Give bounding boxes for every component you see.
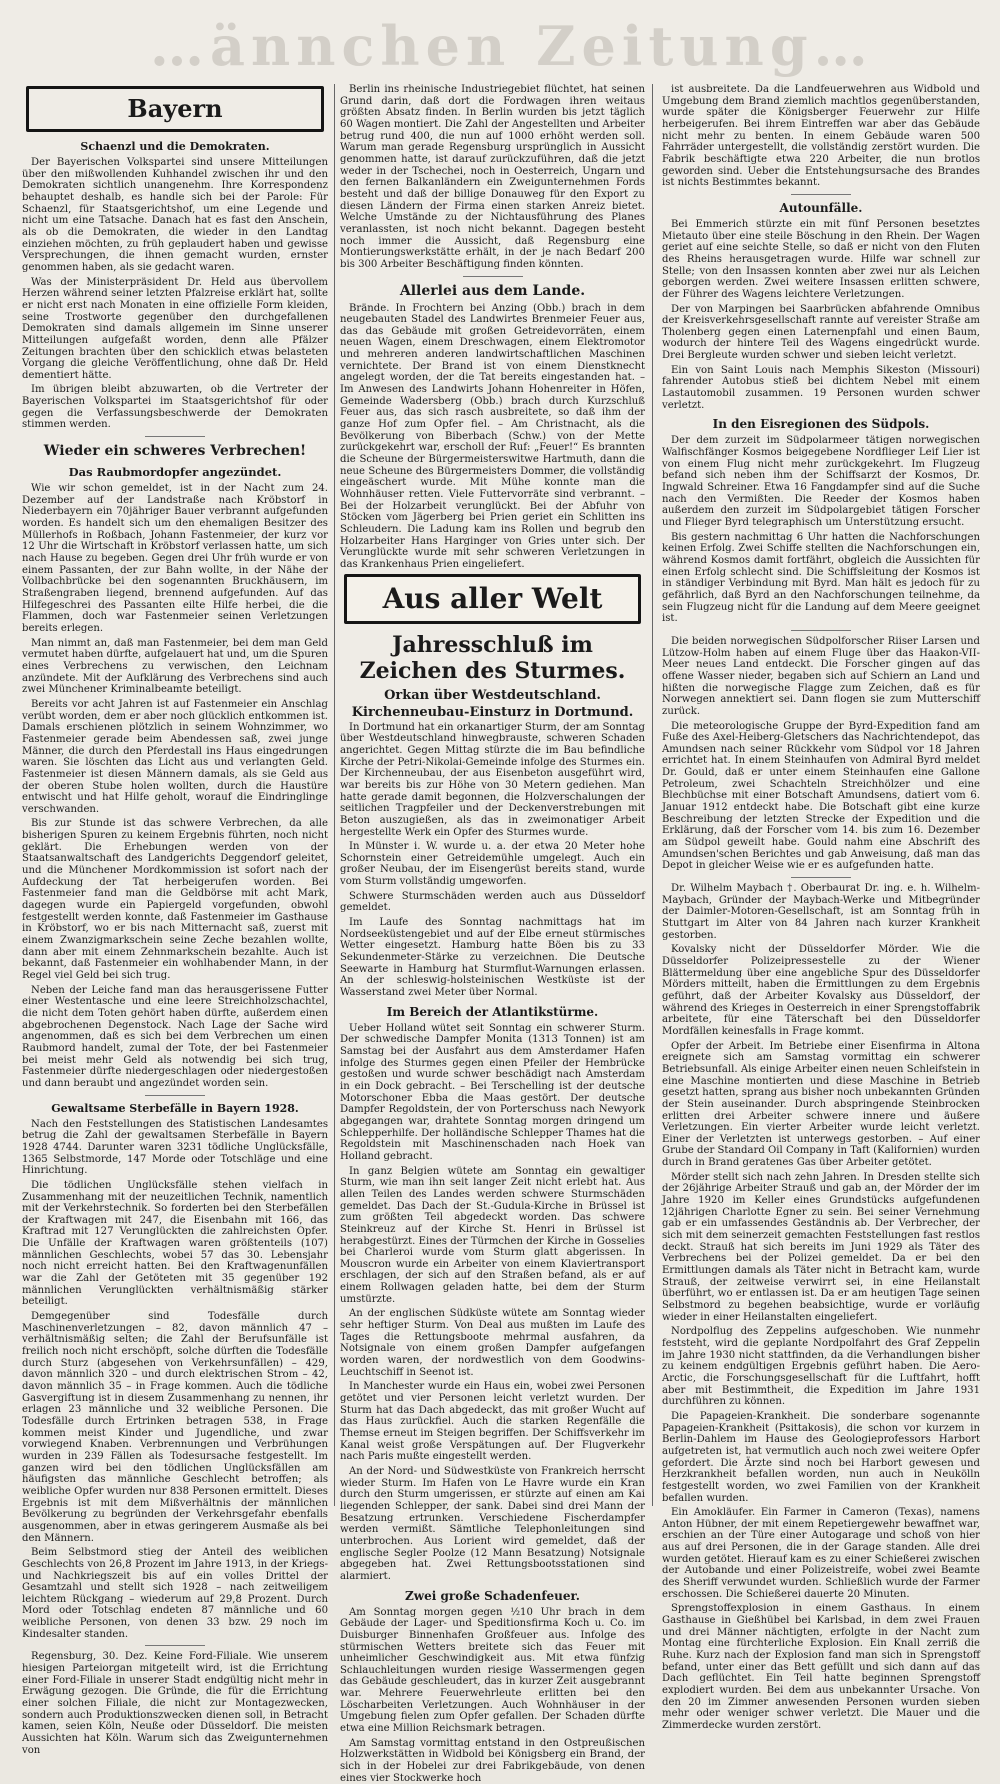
article-paragraph: Sprengstoffexplosion in einem Gasthaus. In einem Gasthause in Gießhübel bei Karlsbad, in dem zwei Frauen und drei Männer nächtigten, erfolgte in der Nacht zum Montag eine fürchterliche Explosion. Ein Knall zerriß die Ruhe. Kurz nach der Explosion fand man sich in Sprengstoff befand, unter einer das Bett gefüllt und sich dann auf das Dach geflüchtet. Ein Teil hatte beginnen Sprengstoff explodiert wurden. Bei dem aus unbekannter Ursache. Von den 20 im Zimmer anwesenden Personen wurden sieben mehr oder weniger schwer verletzt. Die Mauer und die Zimmerdecke wurden zerstört. — [662, 1603, 980, 1731]
article-paragraph: An der Nord- und Südwestküste von Frankreich herrscht wieder Sturm. Im Hafen von Le Havre wurde ein Kran durch den Sturm umgerissen, er stürzte auf einen am Kai liegenden Schlepper, der sank. Dabei sind drei Mann der Besatzung ertrunken. Verschiedene Fischerdampfer werden vermißt. Sämtliche Telephonleitungen sind unterbrochen. Aus Lorient wird gemeldet, daß der englische Segler Poolze (12 Mann Besatzung) Notsignale abgegeben hat. Zwei Rettungsbootsstationen sind alarmiert. — [340, 1465, 645, 1582]
column-1 — [22, 84, 328, 1756]
article-paragraph: Die beiden norwegischen Südpolforscher Riiser Larsen und Lützow-Holm haben auf einem Fluge über das Haakon-VII-Meer neues Land entdeckt. Die Forscher gingen auf das offene Wasser nieder, begaben sich auf Schiern an Land und hißten die norwegische Flagge zum Zeichen, daß es für Norwegen annektiert sei. Dann flogen sie zum Mutterschiff zurück. — [662, 635, 980, 717]
article-headline: Zwei große Schadenfeuer. — [405, 1588, 580, 1603]
article-paragraph: Regensburg, 30. Dez. Keine Ford-Filiale. Wie unserem hiesigen Parteiorgan mitgeteilt wird, ist die Errichtung einer Ford-Filiale in unserer Stadt endgültig nicht mehr in Erwägung gezogen. Die Gründe, die für die Errichtung einer solchen Filiale, die nicht zur Montagezwecken, sondern auch Produktionszwecken dienen soll, in Betracht kamen, seien Köln, Neuße oder Düsseldorf. Die meisten Aussichten hat Köln. Warum sich das Zweigunternehmen von — [22, 1651, 328, 1756]
article-paragraph: Ein von Saint Louis nach Memphis Sikeston (Missouri) fahrender Autobus stieß bei dichtem Nebel mit einem Lastautomobil zusammen. 19 Personen wurden schwer verletzt. — [662, 364, 980, 411]
article-paragraph: Bis gestern nachmittag 6 Uhr hatten die Nachforschungen keinen Erfolg. Zwei Schiffe stellten die Nachforschungen ein, während Kosmos damit fortfährt, obgleich die Aussichten für einen Erfolg schlecht sind. Die Schiffsleitung der Kosmos ist in ständiger Verbindung mit Byrd. Man hält es jedoch für zu gefährlich, daß Byrd an den Nachforschungen teilnehme, da sein Flugzeug nicht für die Landung auf dem Meere geeignet ist. — [662, 531, 980, 625]
article-paragraph: Am Sonntag morgen gegen ½10 Uhr brach in dem Gebäude der Lager- und Speditionsfirma Koch u. Co. im Duisburger Binnenhafen Großfeuer aus. Infolge des stürmischen Wetters breitete sich das Feuer mit unheimlicher Geschwindigkeit aus. Mit etwa fünfzig Schlauchleitungen wurden riesige Wassermengen gegen das Gebäude geschleudert, das in kurzer Zeit ausgebrannt war. Mehrere Feuerwehrleute erlitten bei den Löscharbeiten Verletzungen. Auch Wohnhäuser in der Umgebung fielen zum Opfer gefallen. Der Schaden dürfte etwa eine Million Reichsmark betragen. — [340, 1606, 645, 1735]
article-paragraph: Im Laufe des Sonntag nachmittags hat im Nordseeküstengebiet und auf der Elbe erneut stürmisches Wetter eingesetzt. Hamburg hatte Böen bis zu 33 Sekundenmeter-Stärke zu verzeichnen. Die Deutsche Seewarte in Hamburg hat Sturmflut-Warnungen erlassen. An der schleswig-holsteinischen Westküste ist der Wasserstand zwei Meter über Normal. — [340, 917, 645, 999]
article-paragraph: An der englischen Südküste wütete am Sonntag wieder sehr heftiger Sturm. Von Deal aus mußten im Laufe des Tages die Rettungsboote mehrmal ausfahren, da Notsignale von einem großen Dampfer aufgefangen worden waren, der nordwestlich von dem Goodwins-Leuchtschiff in Seenot ist. — [340, 1308, 645, 1378]
article-headline: Autounfälle. — [779, 200, 863, 215]
article-headline: Schaenzl und die Demokraten. — [80, 140, 270, 153]
article-paragraph: Berlin ins rheinische Industriegebiet flüchtet, hat seinen Grund darin, daß dort die Fordwagen ihren weitaus größten Absatz finden. In Berlin wurden bis jetzt täglich 60 Wagen montiert. Die Zahl der Angestellten und Arbeiter betrug rund 400, die nun auf 1000 erhöht werden soll. Warum man gerade Regensburg ursprünglich in Aussicht genommen hatte, ist darauf zurückzuführen, daß die jetzt weder in der Tschechei, noch in Oesterreich, Ungarn und den fernen Balkanländern ein Zweigunternehmen Fords besteht und daß der billige Donauweg für den Export zu diesen Ländern der Firma einen starken Anreiz bietet. Welche Umstände zu der Nichtausführung des Planes veranlassten, ist noch nicht bekannt. Dagegen besteht noch immer die Aussicht, daß Regensburg eine Montierungswerkstätte erhält, in der je nach Bedarf 200 bis 300 Arbeiter Beschäftigung finden könnten. — [340, 84, 645, 270]
article-paragraph: Der dem zurzeit im Südpolarmeer tätigen norwegischen Walfischfänger Kosmos beigegebene Nordflieger Leif Lier ist von einem Flug nicht mehr zurückgekehrt. Im Flugzeug befand sich neben ihm der Schiffsarzt der Kosmos, Dr. Ingwald Schreiner. Etwa 16 Fangdampfer sind auf die Suche nach den Vermißten. Die Reeder der Kosmos haben außerdem den zurzeit im Südpolargebiet tätigen Forscher und Flieger Byrd telegraphisch um Unterstützung ersucht. — [662, 435, 980, 528]
article-paragraph: Neben der Leiche fand man das herausgerissene Futter einer Westentasche und eine leere Streichholzschachtel, die nicht dem Toten gehört haben dürfte, außerdem einen abgebrochenen Degenstock. Nach Lage der Sache wird angenommen, daß es sich bei dem Verbrechen um einen Raubmord handelt, zumal der Tote, der bei Fastenmeier bei meist mehr Geld als notwendig bei sich trug, Fastenmeier dürfte niedergeschlagen oder niedergestoßen und dann beraubt und angezündet worden sein. — [22, 984, 328, 1089]
article-paragraph: Kovalsky nicht der Düsseldorfer Mörder. Wie die Düsseldorfer Polizeipressestelle zu der Wiener Blättermeldung über eine angebliche Spur des Düsseldorfer Mörders mitteilt, haben die Ermittlungen zu dem Ergebnis geführt, daß der Arbeiter Kovalsky aus Düsseldorf, der während des Krieges in Oesterreich in einer Sprengstoffabrik arbeitete, für eine Täterschaft bei den Düsseldorfer Mordfällen keinesfalls in Frage kommt. — [662, 944, 980, 1037]
article-headline: Allerlei aus dem Lande. — [399, 282, 586, 299]
article-paragraph: Schwere Sturmschäden werden auch aus Düsseldorf gemeldet. — [340, 890, 645, 914]
divider — [145, 436, 205, 437]
article-paragraph: Ein Amokläufer. Ein Farmer in Cameron (Texas), namens Anton Hübner, der mit einem Repetiergewehr bewaffnet war, erschien an der Türe einer Autogarage und schoß von hier aus auf drei Personen, die in der Garage standen. Alle drei wurden getötet. Hierauf kam es zu einer Schießerei zwischen der Autobande und einer Polizeistreife, wobei zwei Beamte des Sheriff verwundet wurden. Schließlich wurde der Farmer erschossen. Die Schießerei dauerte 20 Minuten. — [662, 1507, 980, 1600]
article-paragraph: In ganz Belgien wütete am Sonntag ein gewaltiger Sturm, wie man ihn seit langer Zeit nicht erlebt hat. Aus allen Teilen des Landes werden schwere Sturmschäden gemeldet. Das Dach der St.-Gudula-Kirche in Brüssel ist zum größten Teil abgedeckt worden. Das schwere Steinkreuz auf der Kirche St. Henri in Brüssel ist herabgestürzt. Eines der Türmchen der Kirche in Gosselies bei Charleroi wurde vom Sturm glatt abgerissen. In Mouscron wurde ein Arbeiter von einem Klaviertransport erschlagen, der sich auf den Straßen befand, als er auf einem Rollwagen geladen hatte, bei dem der Sturm umstürzte. — [340, 1165, 645, 1305]
divider — [791, 194, 851, 195]
article-headline: Im Bereich der Atlantikstürme. — [386, 1004, 599, 1019]
article-paragraph: Man nimmt an, daß man Fastenmeier, bei dem man Geld vermutet haben dürfte, aufgelauert hat und, um die Spuren eines Verbrechens zu verwischen, den Leichnam anzündete. Mit der Aufklärung des Verbrechens sind auch zwei Münchener Kriminalbeamte beteiligt. — [22, 637, 328, 696]
article-paragraph: Beim Selbstmord stieg der Anteil des weiblichen Geschlechts von 26,8 Prozent im Jahre 1913, in der Kriegs- und Nachkriegszeit bis auf ein volles Drittel der Gesamtzahl und stellt sich 1928 – nach zeitweiligem leichtem Rückgang – wiederum auf 29,8 Prozent. Durch Mord oder Totschlag endeten 87 männliche und 60 weibliche Personen, von denen 33 bzw. 29 noch im Kindesalter standen. — [22, 1547, 328, 1640]
masthead-ghost-text: …ännchen Zeitung… — [150, 14, 874, 78]
banner-subheadline: Kirchenneubau-Einsturz in Dortmund. — [351, 704, 634, 720]
banner-headline: Jahresschluß im Zeichen des Sturmes. — [359, 631, 626, 684]
column-rule — [334, 84, 335, 1506]
article-paragraph: Wie wir schon gemeldet, ist in der Nacht zum 24. Dezember auf der Landstraße nach Kröbstorf in Niederbayern ein 70jähriger Bauer verbrannt aufgefunden worden. Es handelt sich um den ehemaligen Besitzer des Müllerhofs in Roßbach, Johann Fastenmeier, der kurz vor 12 Uhr die Wirtschaft in Kröbstorf verlassen hatte, um sich nach Hause zu begeben. Gegen drei Uhr früh wurde er von einem Passanten, der zur Bahn wollte, in der Nähe der Vollbachbrücke bei den sogenannten Bruckhäusern, im Straßengraben liegend, brennend aufgefunden. Auf das Hilfegeschrei des Passanten eilte Hilfe herbei, die die Flammen, doch war Fastenmeier seinen Verletzungen bereits erlegen. — [22, 483, 328, 634]
article-paragraph: Demgegenüber sind Todesfälle durch Maschinenverletzungen – 82, davon männlich 47 – verhältnismäßig selten; die Zahl der Berufsunfälle ist freilich noch nicht erschöpft, solche dürften die Todesfälle durch Sturz (abgesehen von Verkehrsunfällen) – 429, davon männlich 320 – und durch elektrischen Strom – 42, davon männlich 35 – in Frage kommen. Auch die tödliche Gasvergiftung ist in diesem Zusammenhang zu nennen, ihr erlagen 23 männliche und 32 weibliche Personen. Die Todesfälle durch Ertrinken betragen 538, in Frage kommen meist Kinder und Jugendliche, und zwar vorwiegend Knaben. Verbrennungen und Verbrühungen wurden in 239 Fällen als Todesursache festgestellt. Im ganzen wird bei den tödlichen Unglücksfällen am häufigsten das männliche Geschlecht betroffen; als weibliche Opfer wurden nur 838 Personen ermittelt. Dieses Ergebnis ist mit dem Mißverhältnis der männlichen Bevölkerung zu begründen der Verkehrsgefahr ebenfalls ausgenommen, aber in etwas geringerem Ausmaße als bei den Männern. — [22, 1311, 328, 1544]
article-paragraph: Im übrigen bleibt abzuwarten, ob die Vertreter der Bayerischen Volkspartei im Staatsgerichtshof für oder gegen die Verfassungsbeschwerde der Demokraten stimmen werden. — [22, 384, 328, 431]
article-paragraph: Was der Ministerpräsident Dr. Held aus übervollem Herzen während seiner letzten Pfalzreise erklärt hat, sollte er nicht erst nach Monaten in eine offizielle Form kleiden, seine Trostworte gegenüber den durchgefallenen Demokraten sind damals allgemein im Sinne unserer Mitteilungen aufgefaßt worden, denn alle Pfälzer Zeitungen brachten über den schicklich etwas belasteten Vorgang die gleiche Veröffentlichung, ohne daß Dr. Held dementiert hätte. — [22, 276, 328, 381]
article-paragraph: Der von Marpingen bei Saarbrücken abfahrende Omnibus der Kreisverkehrsgesellschaft rannte auf vereister Straße am Tholenberg gegen einen Laternenpfahl und einen Baum, wodurch der hintere Teil des Wagens eingedrückt wurde. Drei Bergleute wurden schwer und sieben leicht verletzt. — [662, 303, 980, 362]
article-paragraph: In Münster i. W. wurde u. a. der etwa 20 Meter hohe Schornstein einer Getreidemühle umgelegt. Auch ein großer Neubau, der im Eisengerüst bereits stand, wurde vom Sturm vollständig umgeworfen. — [340, 841, 645, 888]
article-paragraph: Am Samstag vormittag entstand in den Ostpreußischen Holzwerkstätten in Widbold bei Königsberg ein Brand, der sich in der Hobelei zur drei Fabrikgebäude, von denen eines vier Stockwerke hoch — [340, 1737, 645, 1784]
article-paragraph: Die meteorologische Gruppe der Byrd-Expedition fand am Fuße des Axel-Heiberg-Gletschers das Nachrichtendepot, das Amundsen nach seiner Rückkehr vom Südpol vor 18 Jahren errichtet hat. In einem Steinhaufen von Admiral Byrd meldet Dr. Gould, daß er unter einem Steinhaufen eine Gallone Petroleum, zwei Schachteln Streichhölzer und eine Blechbüchse mit einer Botschaft Amundsens, datiert vom 6. Januar 1912 entdeckt habe. Die Botschaft gibt eine kurze Beschreibung der letzten Strecke der Expedition und die Erklärung, daß der Forscher vom 14. bis zum 16. Dezember am Südpol geweilt habe. Gould nahm eine Abschrift des Amundsen'schen Berichtes und gab Anweisung, daß man das Depot in gleicher Weise wie er es aufgefunden hatte. — [662, 720, 980, 872]
divider — [463, 276, 523, 277]
article-paragraph: Nach den Feststellungen des Statistischen Landesamtes betrug die Zahl der gewaltsamen Sterbefälle in Bayern 1928 4744. Darunter waren 3231 tödliche Unglücksfälle, 1365 Selbstmorde, 147 Morde oder Totschläge und eine Hinrichtung. — [22, 1118, 328, 1177]
article-paragraph: Bereits vor acht Jahren ist auf Fastenmeier ein Anschlag verübt worden, dem er aber noch glücklich entkommen ist. Damals erschienen plötzlich in seinem Wohnzimmer, wo Fastenmeier gerade beim Abendessen saß, zwei junge Männer, die durch den Pferdestall ins Haus eingedrungen waren. Sie löschten das Licht aus und verlangten Geld. Fastenmeier ist diesen Männern damals, als sie Geld aus der oberen Stube holen wollten, durch die Haustüre entwischt und hat Hilfe geholt, worauf die Eindringlinge verschwanden. — [22, 698, 328, 815]
article-paragraph: Ueber Holland wütet seit Sonntag ein schwerer Sturm. Der schwedische Dampfer Monita (1313 Tonnen) ist am Samstag bei der Ausfahrt aus dem Amsterdamer Hafen infolge des Sturmes gegen einen Pfeiler der Hembrücke gestoßen und wurde schwer beschädigt nach Amsterdam in ein Dock gebracht. – Bei Terschelling ist der deutsche Motorschoner Ebba die Maas gestört. Der deutsche Dampfer Regoldstein, der von Porterschuss nach Newyork abgegangen war, drahtete Sonntag morgen dringend um Schlepperhilfe. Der holländische Schlepper Thames hat die Regoldstein mit Maschinenschaden nach Hoek van Holland gebracht. — [340, 1022, 645, 1162]
divider — [145, 1095, 205, 1096]
section-heading-bayern: Bayern — [26, 86, 324, 132]
article-headline: Gewaltsame Sterbefälle in Bayern 1928. — [51, 1101, 299, 1115]
article-paragraph: Bei Emmerich stürzte ein mit fünf Personen besetztes Mietauto über eine steile Böschung in den Rhein. Der Wagen geriet auf eine seichte Stelle, so daß er nicht von den Fluten des Rheins herausgetragen wurde. Hilfe war schnell zur Stelle; von den Insassen konnten aber zwei nur als Leichen geborgen werden. Zwei weitere Insassen erlitten schwere, der Führer des Wagens leichtere Verletzungen. — [662, 218, 980, 300]
article-paragraph: Dr. Wilhelm Maybach †. Oberbaurat Dr. ing. e. h. Wilhelm-Maybach, Gründer der Maybach-Werke und Mitbegründer der Daimler-Motoren-Gesellschaft, ist am Sonntag früh in Stuttgart im Alter von 84 Jahren nach kurzer Krankheit gestorben. — [662, 883, 980, 941]
section-heading-aus-aller-welt: Aus aller Welt — [344, 574, 641, 624]
article-paragraph: Die tödlichen Unglücksfälle stehen vielfach in Zusammenhang mit der neuzeitlichen Technik, namentlich mit der Verkehrstechnik. So forderten bei den Sterbefällen der Kraftwagen mit 247, die Eisenbahn mit 166, das Kraftrad mit 127 Verunglückten die zahlreichsten Opfer. Die Unfälle der Kraftwagen waren größtenteils (107) männlichen Geschlechts, wobei 57 das 30. Lebensjahr noch nicht erreicht hatten. Bei den Kraftwagenunfällen war die Zahl der Getöteten mit 35 gegenüber 192 männlichen Verunglückten verhältnismäßig stärker beteiligt. — [22, 1179, 328, 1308]
article-subheadline: Das Raubmordopfer angezündet. — [68, 465, 282, 480]
article-paragraph: Mörder stellt sich nach zehn Jahren. In Dresden stellte sich der 26jährige Arbeiter Strauß und gab an, der Mörder der im Jahre 1920 im Keller eines Grundstücks aufgefundenen 12jährigen Charlotte Egner zu sein. Bei seiner Vernehmung gab er ein umfassendes Geständnis ab. Der Verbrecher, der sich mit dem seinerzeit gemachten Feststellungen fast restlos deckt. Strauß hat sich bereits im Juni 1929 als Täter des Verbrechens bei der Polizei gemeldet. Da er bei den Ermittlungen damals als Täter nicht in Betracht kam, wurde Strauß, der zeitweise verwirrt sei, in eine Heilanstalt überführt, wo er entlassen ist. Da er am heutigen Tage seinen Selbstmord zu begehen beabsichtige, wurde er vorläufig wieder in einer Heilanstalten eingeliefert. — [662, 1171, 980, 1323]
divider — [791, 630, 851, 631]
banner-subheadline: Orkan über Westdeutschland. — [384, 687, 601, 703]
article-paragraph: ist ausbreitete. Da die Landfeuerwehren aus Widbold und Umgebung dem Brand ziemlich machtlos gegenüberstanden, wurde später die Königsberger Feuerwehr zur Hilfe herbeigerufen. Bei ihrem Eintreffen war aber das Gebäude nicht mehr zu benten. In einem Gebäude waren 500 Fahrräder untergestellt, die vollständig zerstört wurden. Die Fabrik beschäftigte etwa 220 Arbeiter, die nun brotlos geworden sind. Ueber die Entstehungsursache des Brandes ist nichts Bestimmtes bekannt. — [662, 84, 980, 189]
column-2 — [340, 84, 645, 1784]
article-paragraph: Opfer der Arbeit. Im Betriebe einer Eisenfirma in Altona ereignete sich am Samstag vormittag ein schwerer Betriebsunfall. Als einige Arbeiter einen neuen Schleifstein in eine Maschine montierten und diese Maschine in Betrieb gesetzt hatten, sprang aus bisher noch unbekannten Gründen der Stein auseinander. Durch abspringende Steinbrocken erlitten drei Arbeiter schwere innere und äußere Verletzungen. Ein vierter Arbeiter wurde leicht verletzt. Einer der Verletzten ist unterwegs gestorben. – Auf einer Grube der Standard Oil Company in Taft (Kalifornien) wurden durch in Brand geratenes Gas über Arbeiter getötet. — [662, 1040, 980, 1169]
masthead-remnant — [0, 0, 1000, 78]
article-paragraph: Bis zur Stunde ist das schwere Verbrechen, da alle bisherigen Spuren zu keinem Ergebnis führten, noch nicht geklärt. Die Erhebungen werden von der Staatsanwaltschaft des Landgerichts Deggendorf geleitet, und die Münchener Mordkommission ist sofort nach der Aufdeckung der Tat herbeigerufen worden. Bei Fastenmeier fand man die Geldbörse mit acht Mark, dagegen wurde ein Papiergeld vorgefunden, obwohl festgestellt werden konnte, daß Fastenmeier im Gasthause in Kröbstorf, wo er bis nach Mitternacht saß, zuerst mit einem Zwanzigmarkschein seine Zeche bezahlen wollte, dann aber mit einem Zehnmarkschein bezahlte. Auch ist bekannt, daß Fastenmeier ein wohlhabender Mann, in der Regel viel Geld bei sich trug. — [22, 818, 328, 981]
column-3 — [662, 84, 980, 1731]
column-rule — [652, 84, 653, 1506]
article-paragraph: In Dortmund hat ein orkanartiger Sturm, der am Sonntag über Westdeutschland hinwegbrauste, schweren Schaden angerichtet. Gegen Mittag stürzte die im Bau befindliche Kirche der Petri-Nikolai-Gemeinde infolge des Sturmes ein. Der Kirchenneubau, der aus Eisenbeton ausgeführt wird, war bereits bis zur Höhe von 30 Metern gediehen. Man hatte gerade damit begonnen, die Holzverschalungen der seitlichen Tragpfeiler und der Deckenverstrebungen mit Beton auszugießen, als das in zweimonatiger Arbeit hergestellte Werk ein Opfer des Sturmes wurde. — [340, 721, 645, 838]
article-paragraph: Der Bayerischen Volkspartei sind unsere Mitteilungen über den mißwollenden Kuhhandel zwischen ihr und den Demokraten sichtlich unangenehm. Ihre Korrespondenz behauptet deshalb, es handle sich bei der Parole: Für Schaenzl, für Staatsgerichtshof, um eine Legende und nicht um eine Tatsache. Danach hat es fast den Anschein, als ob die Demokraten, die wieder in den Landtag einziehen möchten, zu früh geplaudert haben und gewisse Versprechungen, die ihnen gemacht wurden, ernster genommen haben, als sie gedacht waren. — [22, 157, 328, 273]
article-headline: Wieder ein schweres Verbrechen! — [43, 443, 307, 460]
divider — [145, 1645, 205, 1646]
article-paragraph: In Manchester wurde ein Haus ein, wobei zwei Personen getötet und vier Personen leicht verletzt wurden. Der Sturm hat das Dach abgedeckt, das mit großer Wucht auf das Haus zurückfiel. Auch die starken Regenfälle die Themse erneut im Steigen begriffen. Der Schiffsverkehr im Kanal weist große Verspätungen auf. Der Flugverkehr nach Paris mußte eingestellt werden. — [340, 1381, 645, 1463]
article-headline: In den Eisregionen des Südpols. — [712, 417, 930, 432]
divider — [791, 877, 851, 878]
article-paragraph: Nordpolflug des Zeppelins aufgeschoben. Wie nunmehr feststeht, wird die geplante Nordpolfahrt des Graf Zeppelin im Jahre 1930 nicht stattfinden, da die Verhandlungen bisher zu keinem endgültigen Ergebnis geführt haben. Die Aero-Arctic, die Forschungsgesellschaft für die Luftfahrt, hofft aber mit Bestimmtheit, die Expedition im Jahre 1931 durchführen zu können. — [662, 1326, 980, 1408]
article-paragraph: Brände. In Frochtern bei Anzing (Obb.) brach in dem neugebauten Stadel des Landwirtes Brenmeier Feuer aus, das das Gebäude mit großen Getreidevorräten, einem neuen Wagen, einem Dreschwagen, einem Elektromotor und mehreren anderen landwirtschaftlichen Maschinen vernichtete. Der Brand ist von einem Dienstknecht angelegt worden, der die Tat bereits eingestanden hat. – Im Anwesen des Landwirts Johann Hohenreiter in Höfen, Gemeinde Wadersberg (Obb.) brach durch Kurzschluß Feuer aus, das sich rasch ausbreitete, so daß ihm der ganze Hof zum Opfer fiel. – Am Christnacht, als die Bevölkerung von Biberbach (Schw.) von der Mette zurückgekehrt war, erscholl der Ruf: „Feuer!“ Es brannten die Scheune der Bürgermeisterswitwe Hartmuth, dann die neue Scheune des Bürgermeisters Dommer, die vollständig eingeäschert wurde. Mit Mühe konnte man die Wohnhäuser retten. Viele Futtervorräte sind verbrannt. – Bei der Holzarbeit verunglückt. Bei der Abfuhr von Stöcken vom Jägerberg bei Prien geriet ein Schlitten ins Schleudern. Die Ladung kam ins Rollen und begrub den Holzarbeiter Hans Harginger von Gries unter sich. Der Verunglückte wurde mit sehr schweren Verletzungen in das Krankenhaus Prien eingeliefert. — [340, 302, 645, 570]
article-paragraph: Die Papageien-Krankheit. Die sonderbare sogenannte Papageien-Krankheit (Psittakosis), die schon vor kurzem in Berlin-Dahlem im Hause des Geologieprofessors Harbort aufgetreten ist, hat vermutlich auch noch zwei weitere Opfer gefordert. Die Ärzte sind noch bei Harbort gewesen und Herzkrankheit befallen worden, nun auch in Neukölln festgestellt worden, wo zwei Familien von der Krankheit befallen wurden. — [662, 1410, 980, 1504]
